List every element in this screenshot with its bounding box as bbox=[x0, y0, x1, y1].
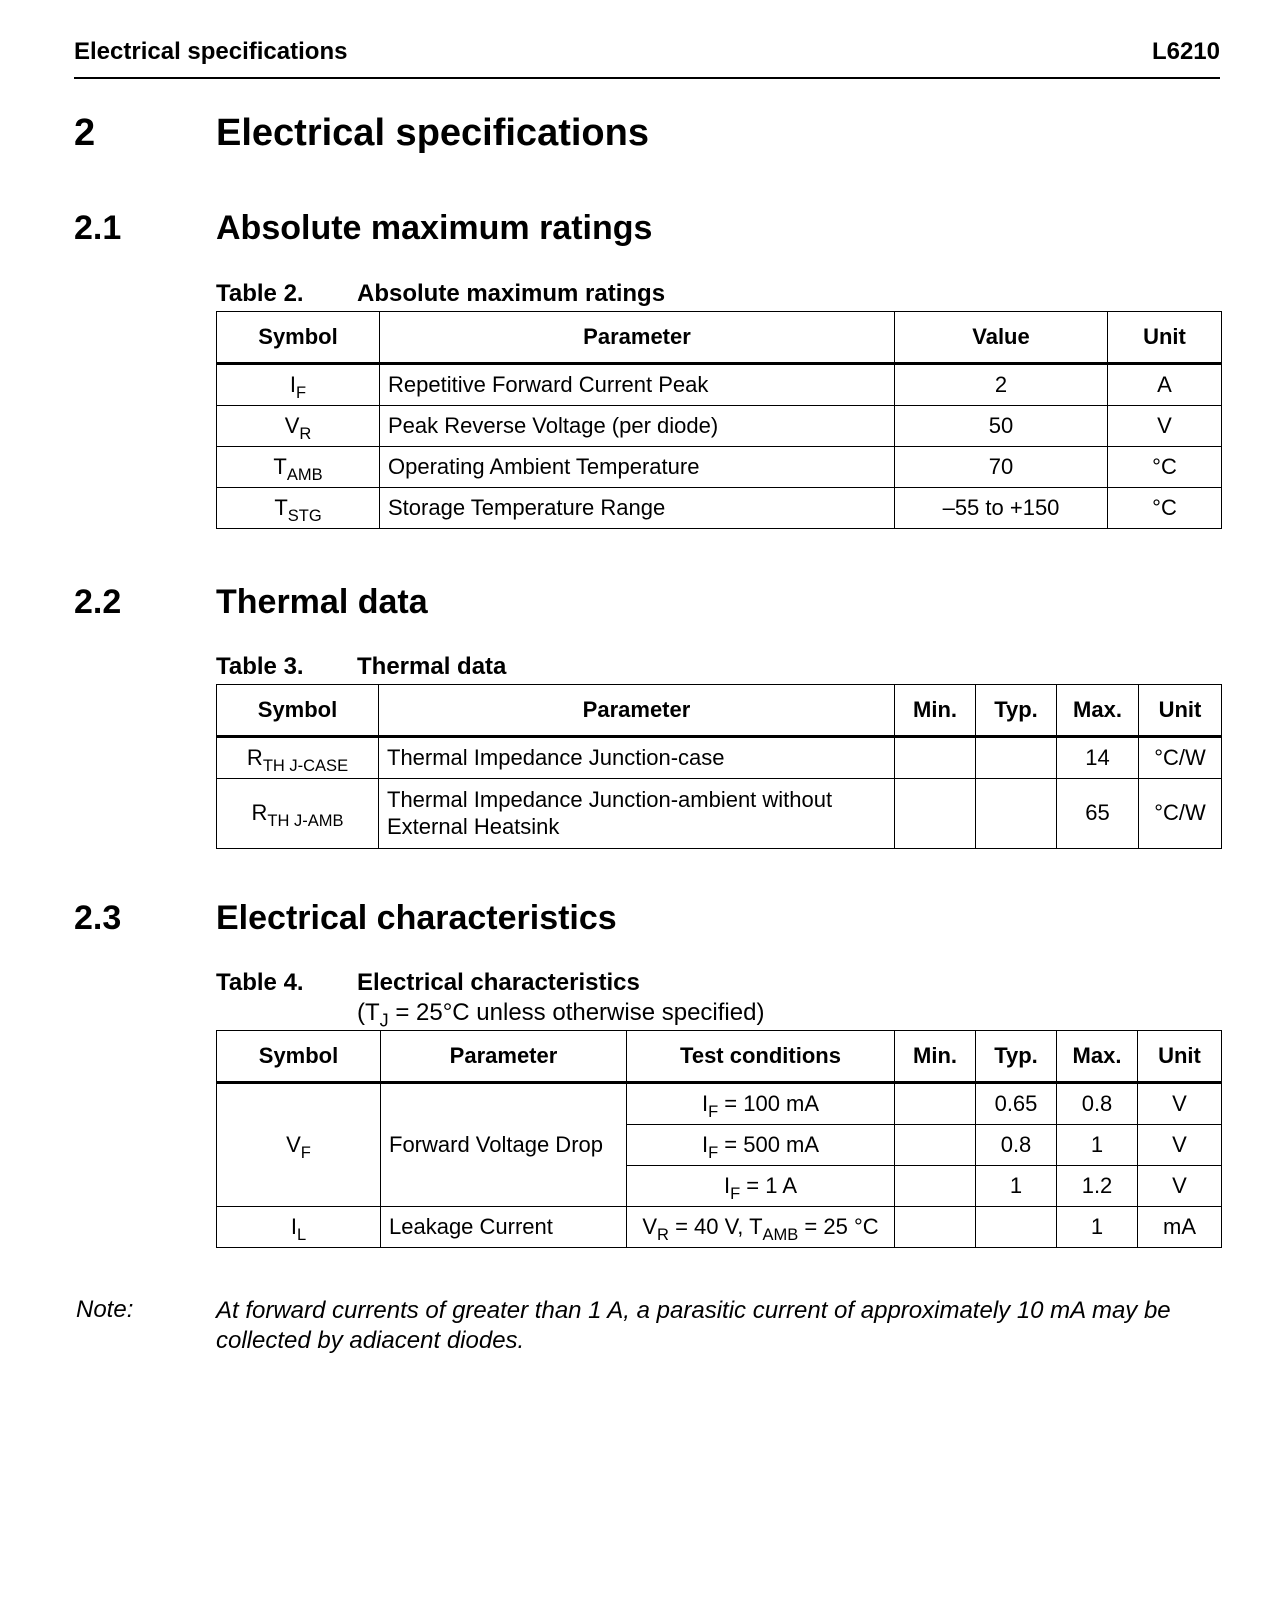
symbol-cell bbox=[217, 779, 379, 849]
parameter-line: Thermal Impedance Junction-ambient without bbox=[387, 787, 833, 813]
condition-subscript: R bbox=[657, 1225, 669, 1244]
parameter-cell: Operating Ambient Temperature bbox=[380, 447, 895, 488]
unit-cell: A bbox=[1108, 364, 1222, 406]
value-cell: –55 to +150 bbox=[895, 488, 1108, 529]
parameter-cell: Repetitive Forward Current Peak bbox=[380, 364, 895, 406]
symbol-text: I bbox=[290, 1213, 297, 1239]
subsection-title: Thermal data bbox=[216, 583, 428, 621]
parameter-line: External Heatsink bbox=[387, 813, 560, 839]
condition-subscript: F bbox=[730, 1184, 741, 1203]
max-cell: 65 bbox=[1057, 779, 1139, 849]
note-text: At forward currents of greater than 1 A, a parasitic current of approximately 10 mA may be collected by adiacent diodes. bbox=[216, 1297, 1171, 1354]
unit-cell: °C bbox=[1108, 447, 1222, 488]
parameter-cell: Leakage Current bbox=[381, 1207, 627, 1248]
symbol-subscript: F bbox=[296, 383, 307, 402]
header-cell: Symbol bbox=[217, 312, 380, 364]
condition-subscript: F bbox=[708, 1143, 719, 1162]
table-row bbox=[217, 1083, 1222, 1125]
symbol-text: R bbox=[246, 744, 263, 770]
header-cell: Max. bbox=[1057, 1031, 1138, 1083]
table-caption bbox=[216, 280, 665, 308]
condition-text: I bbox=[723, 1172, 731, 1198]
parameter-cell: Peak Reverse Voltage (per diode) bbox=[380, 406, 895, 447]
test-condition-cell bbox=[627, 1207, 895, 1248]
max-cell: 0.8 bbox=[1057, 1083, 1138, 1125]
header-cell: Unit bbox=[1108, 312, 1222, 364]
symbol-cell bbox=[217, 737, 379, 779]
parameter-cell bbox=[379, 779, 895, 849]
test-condition-cell bbox=[627, 1125, 895, 1166]
min-cell bbox=[895, 737, 976, 779]
max-cell: 14 bbox=[1057, 737, 1139, 779]
running-header-part-number: L6210 bbox=[1151, 38, 1220, 65]
table-caption-condition bbox=[357, 999, 765, 1031]
table-caption-title: Thermal data bbox=[357, 653, 507, 680]
condition-text: = 40 V, T bbox=[668, 1213, 763, 1239]
header-cell: Symbol bbox=[217, 1031, 381, 1083]
table-caption bbox=[216, 969, 640, 997]
unit-cell: °C/W bbox=[1139, 737, 1222, 779]
value-cell: 70 bbox=[895, 447, 1108, 488]
thermal-data-table bbox=[216, 684, 1222, 849]
section-title: Electrical specifications bbox=[216, 112, 649, 154]
running-header-title: Electrical specifications bbox=[74, 38, 348, 65]
table-row bbox=[217, 737, 1222, 779]
value-cell: 2 bbox=[895, 364, 1108, 406]
header-cell: Parameter bbox=[381, 1031, 627, 1083]
max-cell: 1 bbox=[1057, 1207, 1138, 1248]
symbol-subscript: L bbox=[296, 1225, 307, 1244]
min-cell bbox=[895, 1166, 976, 1207]
section-number: 2 bbox=[74, 112, 96, 154]
header-rule bbox=[74, 77, 1220, 79]
condition-text: (T bbox=[357, 999, 380, 1026]
symbol-subscript: STG bbox=[287, 506, 322, 525]
header-cell: Symbol bbox=[217, 685, 379, 737]
symbol-cell bbox=[217, 364, 380, 406]
header-cell: Unit bbox=[1139, 685, 1222, 737]
table-caption-number: Table 4. bbox=[216, 969, 304, 996]
condition-subscript: AMB bbox=[762, 1225, 799, 1244]
symbol-text: V bbox=[286, 1131, 301, 1157]
typ-cell bbox=[976, 1207, 1057, 1248]
header-cell: Min. bbox=[895, 685, 976, 737]
symbol-text: I bbox=[289, 371, 297, 397]
symbol-subscript: TH J-AMB bbox=[267, 812, 344, 831]
table-caption-number: Table 3. bbox=[216, 653, 304, 680]
symbol-cell bbox=[217, 1083, 381, 1207]
header-cell: Test conditions bbox=[627, 1031, 895, 1083]
symbol-subscript: AMB bbox=[286, 465, 323, 484]
unit-cell: °C/W bbox=[1139, 779, 1222, 849]
min-cell bbox=[895, 779, 976, 849]
absolute-max-ratings-table bbox=[216, 311, 1222, 529]
header-cell: Parameter bbox=[380, 312, 895, 364]
table-row bbox=[217, 447, 1222, 488]
parameter-cell: Storage Temperature Range bbox=[380, 488, 895, 529]
test-condition-cell bbox=[627, 1166, 895, 1207]
table-row bbox=[217, 406, 1222, 447]
note-label: Note: bbox=[76, 1296, 134, 1323]
subsection-number: 2.3 bbox=[74, 899, 122, 937]
header-cell: Min. bbox=[895, 1031, 976, 1083]
condition-text: I bbox=[701, 1090, 709, 1116]
min-cell bbox=[895, 1125, 976, 1166]
electrical-characteristics-table bbox=[216, 1030, 1222, 1248]
typ-cell bbox=[976, 737, 1057, 779]
unit-cell: V bbox=[1138, 1125, 1222, 1166]
subsection-number: 2.1 bbox=[74, 209, 122, 247]
subsection-title: Absolute maximum ratings bbox=[216, 209, 653, 247]
subsection-title: Electrical characteristics bbox=[216, 899, 617, 937]
parameter-cell: Thermal Impedance Junction-case bbox=[379, 737, 895, 779]
value-cell: 50 bbox=[895, 406, 1108, 447]
parameter-cell: Forward Voltage Drop bbox=[381, 1083, 627, 1207]
unit-cell: mA bbox=[1138, 1207, 1222, 1248]
table-caption-title: Electrical characteristics bbox=[357, 969, 640, 996]
typ-cell: 0.8 bbox=[976, 1125, 1057, 1166]
header-cell: Parameter bbox=[379, 685, 895, 737]
symbol-cell bbox=[217, 1207, 381, 1248]
table-caption bbox=[216, 653, 506, 681]
symbol-subscript: R bbox=[299, 424, 312, 443]
symbol-text: T bbox=[274, 494, 288, 520]
min-cell bbox=[895, 1083, 976, 1125]
condition-text: = 1 A bbox=[740, 1172, 798, 1198]
symbol-subscript: TH J-CASE bbox=[262, 756, 349, 775]
condition-subscript: J bbox=[379, 1010, 389, 1031]
min-cell bbox=[895, 1207, 976, 1248]
header-cell: Typ. bbox=[976, 685, 1057, 737]
table-row bbox=[217, 1207, 1222, 1248]
symbol-cell bbox=[217, 406, 380, 447]
table-header-row bbox=[217, 312, 1222, 364]
unit-cell: V bbox=[1138, 1083, 1222, 1125]
table-row bbox=[217, 779, 1222, 849]
table-caption-title: Absolute maximum ratings bbox=[357, 280, 666, 307]
condition-text: V bbox=[642, 1213, 658, 1239]
typ-cell bbox=[976, 779, 1057, 849]
symbol-text: T bbox=[273, 453, 287, 479]
symbol-text: V bbox=[284, 412, 300, 438]
typ-cell: 0.65 bbox=[976, 1083, 1057, 1125]
header-cell: Typ. bbox=[976, 1031, 1057, 1083]
max-cell: 1 bbox=[1057, 1125, 1138, 1166]
unit-cell: °C bbox=[1108, 488, 1222, 529]
header-cell: Unit bbox=[1138, 1031, 1222, 1083]
header-cell: Value bbox=[895, 312, 1108, 364]
condition-text: = 25°C unless otherwise specified) bbox=[388, 999, 765, 1026]
condition-subscript: F bbox=[708, 1102, 719, 1121]
test-condition-cell bbox=[627, 1083, 895, 1125]
table-row bbox=[217, 364, 1222, 406]
subsection-number: 2.2 bbox=[74, 583, 122, 621]
condition-text: = 100 mA bbox=[718, 1090, 820, 1116]
table-caption-number: Table 2. bbox=[216, 280, 304, 307]
condition-text: = 25 °C bbox=[798, 1213, 879, 1239]
symbol-cell bbox=[217, 488, 380, 529]
condition-text: = 500 mA bbox=[718, 1131, 820, 1157]
condition-text: I bbox=[701, 1131, 709, 1157]
max-cell: 1.2 bbox=[1057, 1166, 1138, 1207]
symbol-subscript: F bbox=[300, 1143, 311, 1162]
unit-cell: V bbox=[1108, 406, 1222, 447]
table-row bbox=[217, 488, 1222, 529]
typ-cell: 1 bbox=[976, 1166, 1057, 1207]
table-header-row bbox=[217, 1031, 1222, 1083]
symbol-cell bbox=[217, 447, 380, 488]
table-header-row bbox=[217, 685, 1222, 737]
unit-cell: V bbox=[1138, 1166, 1222, 1207]
header-cell: Max. bbox=[1057, 685, 1139, 737]
symbol-text: R bbox=[251, 800, 268, 826]
